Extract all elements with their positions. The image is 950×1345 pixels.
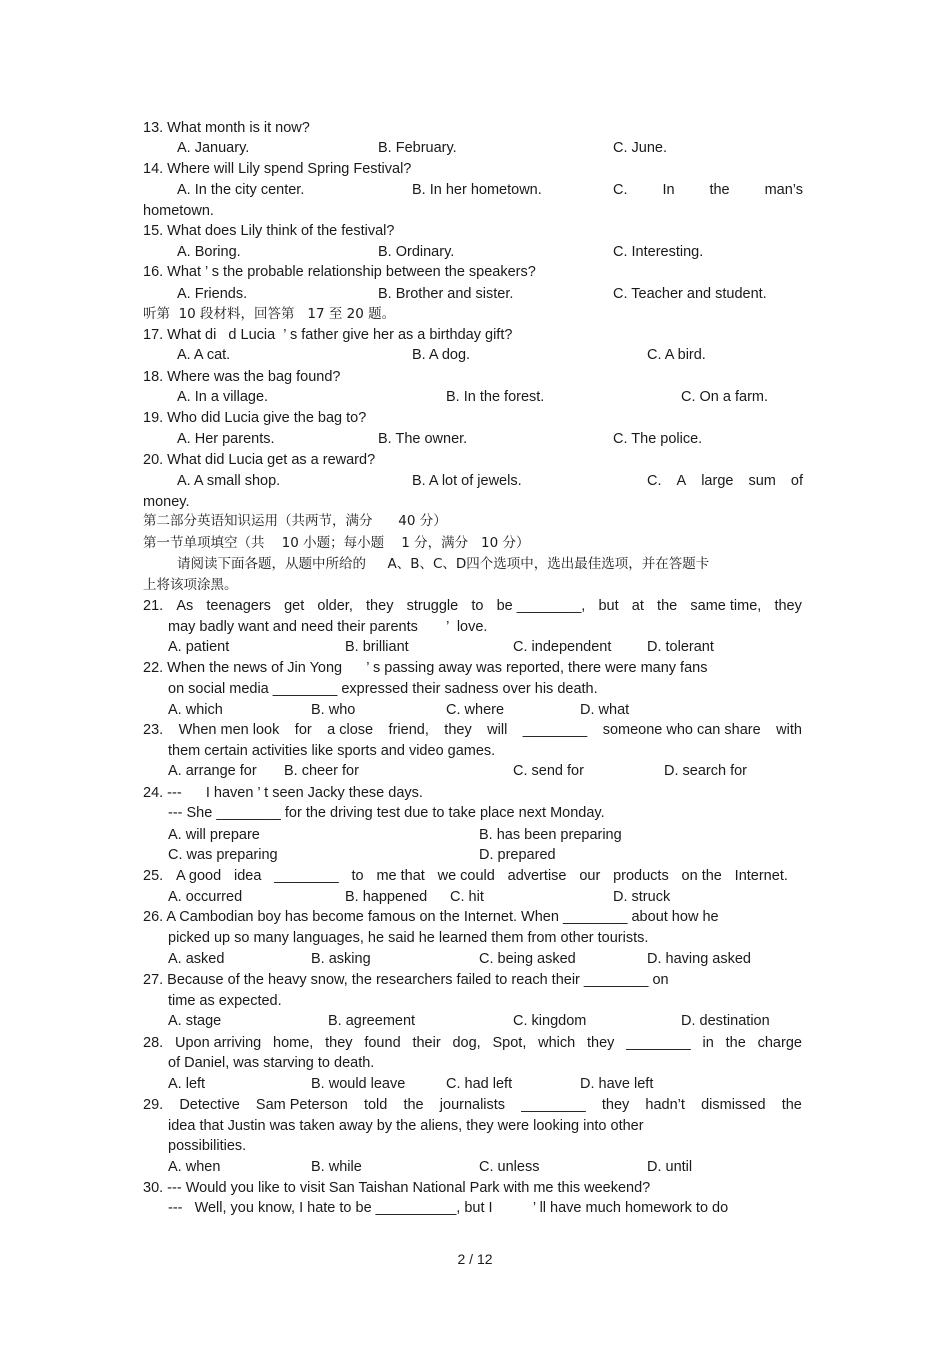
question-29: 29. Detective Sam Peterson told the journalists ________ they hadn’t dismissed the: [143, 1097, 802, 1113]
question-30-continued: --- Well, you know, I hate to be __________, but I ’ ll have much homework to do: [168, 1200, 729, 1216]
option-25a: A. occurred: [168, 889, 243, 905]
option-24d: D. prepared: [479, 847, 556, 863]
question-26-continued: picked up so many languages, he said he learned them from other tourists.: [168, 930, 649, 946]
question-24-continued: --- She ________ for the driving test due to take place next Monday.: [168, 805, 605, 821]
option-27b: B. agreement: [328, 1013, 416, 1029]
instructions-line-1: 请阅读下面各题，从题中所给的 A、B、C、D四个选项中，选出最佳选项，并在答题卡: [177, 556, 710, 572]
question-22-continued: on social media ________ expressed their sadness over his death.: [168, 681, 598, 697]
question-29-continued-2: possibilities.: [168, 1138, 247, 1154]
option-28a: A. left: [168, 1076, 206, 1092]
option-21c: C. independent: [513, 639, 612, 655]
option-23a: A. arrange for: [168, 763, 257, 779]
option-21a: A. patient: [168, 639, 230, 655]
option-25c: C. hit: [450, 889, 484, 905]
option-21d: D. tolerant: [647, 639, 714, 655]
option-16b: B. Brother and sister.: [378, 286, 514, 302]
question-19: 19. Who did Lucia give the bag to?: [143, 410, 367, 426]
option-14b: B. In her hometown.: [412, 182, 542, 198]
option-15c: C. Interesting.: [613, 244, 704, 260]
part-two-heading: 第二部分英语知识运用（共两节，满分 40 分）: [143, 513, 447, 529]
question-25: 25. A good idea ________ to me that we could advertise our products on the Internet.: [143, 868, 788, 884]
instructions-line-2: 上将该项涂黑。: [143, 577, 238, 593]
option-24a: A. will prepare: [168, 827, 260, 843]
option-14c-continued: hometown.: [143, 203, 214, 219]
question-28: 28. Upon arriving home, they found their dog, Spot, which they ________ in the charge: [143, 1035, 802, 1051]
option-18a: A. In a village.: [177, 389, 269, 405]
option-14a: A. In the city center.: [177, 182, 305, 198]
option-18c: C. On a farm.: [681, 389, 769, 405]
question-21-continued: may badly want and need their parents ’ love.: [168, 619, 488, 635]
question-29-continued: idea that Justin was taken away by the aliens, they were looking into other: [168, 1118, 644, 1134]
option-20c: C. A large sum of: [647, 473, 803, 489]
option-13c: C. June.: [613, 140, 667, 156]
option-26b: B. asking: [311, 951, 371, 967]
page-number: 2 / 12: [457, 1251, 493, 1267]
option-22a: A. which: [168, 702, 223, 718]
question-18: 18. Where was the bag found?: [143, 369, 341, 385]
option-28b: B. would leave: [311, 1076, 406, 1092]
question-30: 30. --- Would you like to visit San Taishan National Park with me this weekend?: [143, 1180, 651, 1196]
question-22: 22. When the news of Jin Yong ’ s passing away was reported, there were many fans: [143, 660, 708, 676]
option-26a: A. asked: [168, 951, 225, 967]
section-one-heading: 第一节单项填空（共 10 小题；每小题 1 分，满分 10 分）: [143, 535, 530, 551]
option-27d: D. destination: [681, 1013, 770, 1029]
question-27: 27. Because of the heavy snow, the researchers failed to reach their ________ on: [143, 972, 669, 988]
question-24: 24. --- I haven ’ t seen Jacky these days.: [143, 785, 423, 801]
option-25d: D. struck: [613, 889, 671, 905]
option-19b: B. The owner.: [378, 431, 468, 447]
question-17: 17. What di d Lucia ’ s father give her as a birthday gift?: [143, 327, 513, 343]
option-22b: B. who: [311, 702, 356, 718]
option-16c: C. Teacher and student.: [613, 286, 767, 302]
option-15a: A. Boring.: [177, 244, 241, 260]
option-25b: B. happened: [345, 889, 428, 905]
question-21: 21. As teenagers get older, they struggle to be ________, but at the same time, they: [143, 598, 802, 614]
option-20c-continued: money.: [143, 494, 190, 510]
option-19c: C. The police.: [613, 431, 703, 447]
question-20: 20. What did Lucia get as a reward?: [143, 452, 376, 468]
option-16a: A. Friends.: [177, 286, 248, 302]
option-26d: D. having asked: [647, 951, 751, 967]
option-27c: C. kingdom: [513, 1013, 587, 1029]
option-27a: A. stage: [168, 1013, 222, 1029]
option-23d: D. search for: [664, 763, 747, 779]
option-29d: D. until: [647, 1159, 693, 1175]
question-13: 13. What month is it now?: [143, 120, 310, 136]
option-26c: C. being asked: [479, 951, 576, 967]
option-24b: B. has been preparing: [479, 827, 622, 843]
listening-section-10-heading: 听第 10 段材料，回答第 17 至 20 题。: [143, 306, 396, 322]
option-20b: B. A lot of jewels.: [412, 473, 522, 489]
option-17a: A. A cat.: [177, 347, 231, 363]
option-20a: A. A small shop.: [177, 473, 281, 489]
option-18b: B. In the forest.: [446, 389, 545, 405]
option-17b: B. A dog.: [412, 347, 471, 363]
option-29b: B. while: [311, 1159, 362, 1175]
option-24c: C. was preparing: [168, 847, 278, 863]
question-23: 23. When men look for a close friend, they will ________ someone who can share with: [143, 722, 802, 738]
question-26: 26. A Cambodian boy has become famous on the Internet. When ________ about how he: [143, 909, 719, 925]
question-23-continued: them certain activities like sports and video games.: [168, 743, 496, 759]
option-23b: B. cheer for: [284, 763, 359, 779]
option-14c: C. In the man’s: [613, 182, 803, 198]
option-29a: A. when: [168, 1159, 221, 1175]
option-17c: C. A bird.: [647, 347, 706, 363]
option-28c: C. had left: [446, 1076, 513, 1092]
option-13a: A. January.: [177, 140, 250, 156]
option-22d: D. what: [580, 702, 630, 718]
question-14: 14. Where will Lily spend Spring Festival?: [143, 161, 412, 177]
option-15b: B. Ordinary.: [378, 244, 455, 260]
option-29c: C. unless: [479, 1159, 540, 1175]
option-13b: B. February.: [378, 140, 457, 156]
question-28-continued: of Daniel, was starving to death.: [168, 1055, 375, 1071]
option-22c: C. where: [446, 702, 505, 718]
question-15: 15. What does Lily think of the festival?: [143, 223, 395, 239]
option-19a: A. Her parents.: [177, 431, 275, 447]
question-16: 16. What ’ s the probable relationship between the speakers?: [143, 264, 536, 280]
option-28d: D. have left: [580, 1076, 654, 1092]
question-27-continued: time as expected.: [168, 993, 282, 1009]
option-21b: B. brilliant: [345, 639, 409, 655]
option-23c: C. send for: [513, 763, 584, 779]
